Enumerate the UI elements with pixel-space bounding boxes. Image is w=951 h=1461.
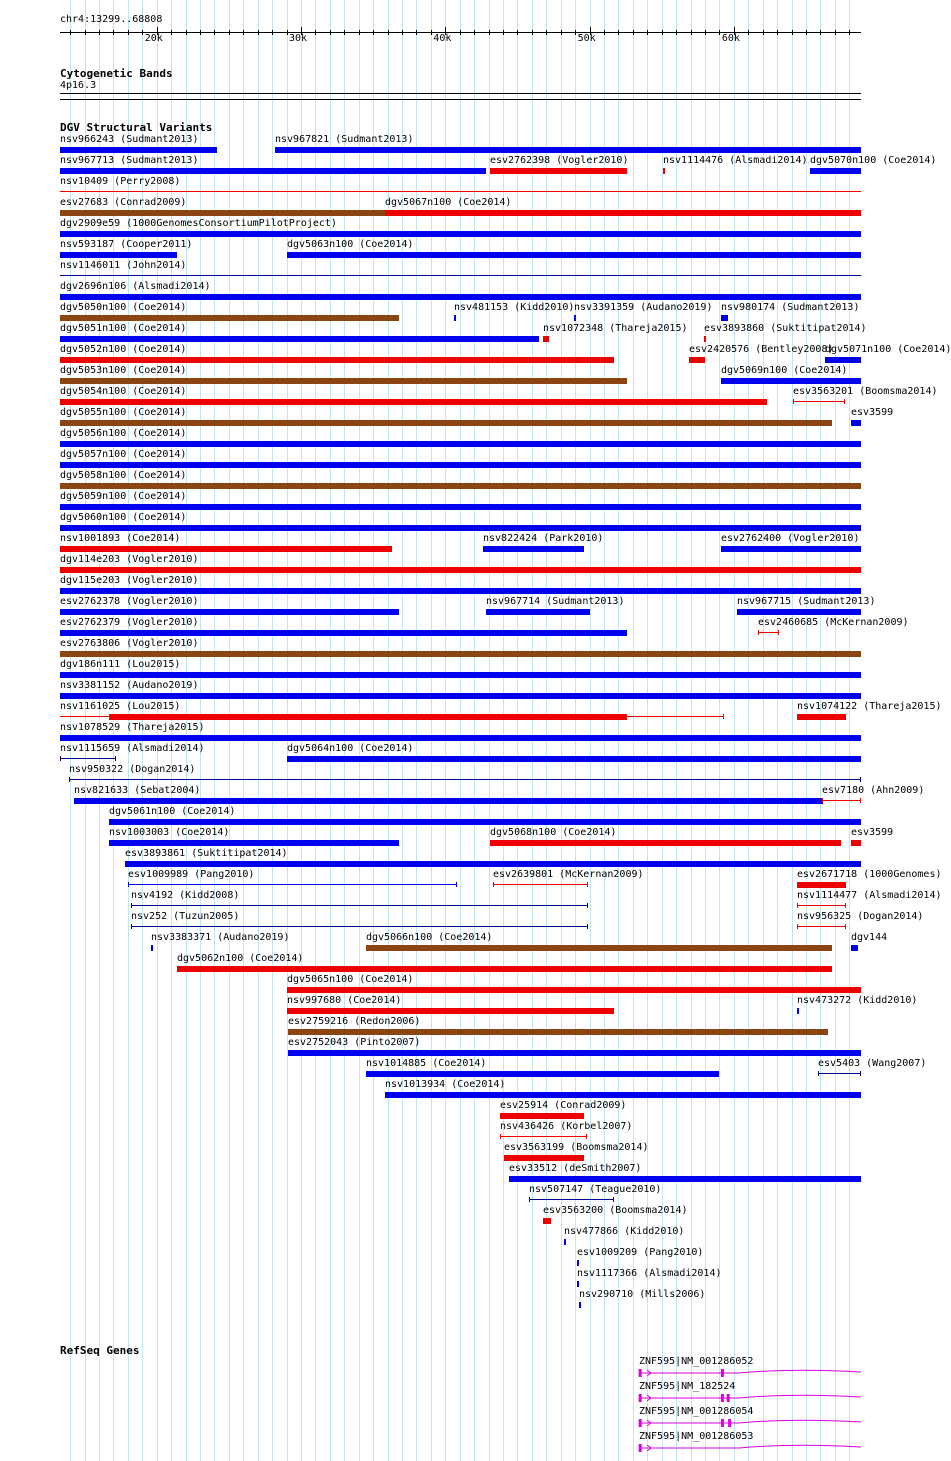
ruler-tick-label: 30k bbox=[288, 33, 308, 44]
variant-end-cap bbox=[860, 777, 861, 782]
variant-end-cap bbox=[131, 924, 132, 929]
variant-bar[interactable] bbox=[825, 357, 861, 363]
variant-bar[interactable] bbox=[60, 147, 217, 153]
variant-bar[interactable] bbox=[60, 735, 861, 741]
variant-bar[interactable] bbox=[287, 252, 861, 258]
variant-bar[interactable] bbox=[288, 1029, 828, 1035]
variant-line[interactable] bbox=[60, 275, 861, 276]
variant-label[interactable]: nsv481153 (Kidd2010) bbox=[454, 302, 575, 313]
variant-label[interactable]: nsv252 (Tuzun2005) bbox=[131, 911, 240, 922]
variant-label[interactable]: dgv5054n100 (Coe2014) bbox=[60, 386, 187, 397]
variant-line[interactable] bbox=[818, 1073, 861, 1074]
variant-bar[interactable] bbox=[60, 504, 861, 510]
variant-bar[interactable] bbox=[60, 336, 539, 342]
variant-label[interactable]: nsv956325 (Dogan2014) bbox=[797, 911, 924, 922]
variant-bar[interactable] bbox=[721, 378, 861, 384]
variant-line[interactable] bbox=[60, 191, 861, 192]
variant-line[interactable] bbox=[131, 926, 588, 927]
gene-intron bbox=[639, 1420, 861, 1423]
variant-label[interactable]: nsv436426 (Korbel2007) bbox=[500, 1121, 633, 1132]
variant-label[interactable]: dgv2909e59 (1000GenomesConsortiumPilotProject) bbox=[60, 218, 337, 229]
ruler-tick-label: 40k bbox=[433, 33, 452, 44]
variant-end-cap bbox=[860, 1071, 861, 1076]
gene-exon bbox=[721, 1369, 724, 1377]
variant-label[interactable]: dgv5061n100 (Coe2014) bbox=[109, 806, 236, 817]
variant-bar[interactable] bbox=[60, 252, 177, 258]
variant-label[interactable]: nsv1117366 (Alsmadi2014) bbox=[577, 1268, 722, 1279]
variant-end-cap bbox=[587, 882, 588, 887]
variant-bar[interactable] bbox=[797, 882, 846, 888]
variant-bar[interactable] bbox=[275, 147, 861, 153]
variant-end-cap bbox=[860, 798, 861, 803]
variant-label[interactable]: nsv1161025 (Lou2015) bbox=[60, 701, 181, 712]
variant-label[interactable]: esv27683 (Conrad2009) bbox=[60, 197, 187, 208]
variant-bar[interactable] bbox=[60, 630, 627, 636]
variant-end-cap bbox=[845, 903, 846, 908]
variant-end-cap bbox=[758, 630, 759, 635]
variant-line[interactable] bbox=[793, 401, 845, 402]
variant-label[interactable]: nsv3381152 (Audano2019) bbox=[60, 680, 199, 691]
variant-line[interactable] bbox=[500, 1136, 587, 1137]
variant-label[interactable]: dgv114e203 (Vogler2010) bbox=[60, 554, 199, 565]
variant-label[interactable]: dgv5065n100 (Coe2014) bbox=[287, 974, 414, 985]
variant-bar[interactable] bbox=[366, 945, 832, 951]
gene-model[interactable] bbox=[639, 1392, 863, 1404]
variant-label[interactable]: nsv1014885 (Coe2014) bbox=[366, 1058, 487, 1069]
variant-label[interactable]: dgv5053n100 (Coe2014) bbox=[60, 365, 187, 376]
variant-line[interactable] bbox=[797, 926, 846, 927]
variant-bar[interactable] bbox=[60, 420, 832, 426]
gene-exon bbox=[727, 1394, 730, 1402]
variant-label[interactable]: nsv980174 (Sudmant2013) bbox=[721, 302, 860, 313]
gene-exon bbox=[639, 1444, 642, 1452]
variant-bar[interactable] bbox=[60, 357, 614, 363]
variant-line[interactable] bbox=[822, 800, 861, 801]
variant-label[interactable]: dgv5058n100 (Coe2014) bbox=[60, 470, 187, 481]
variant-label[interactable]: esv33512 (deSmith2007) bbox=[509, 1163, 642, 1174]
variant-bar[interactable] bbox=[486, 609, 590, 615]
variant-end-cap bbox=[128, 882, 129, 887]
variant-label[interactable]: esv2762378 (Vogler2010) bbox=[60, 596, 199, 607]
gene-label[interactable]: ZNF595|NM_001286052 bbox=[639, 1356, 754, 1367]
variant-line[interactable] bbox=[758, 632, 779, 633]
variant-bar[interactable] bbox=[60, 315, 399, 321]
variant-label[interactable]: nsv290710 (Mills2006) bbox=[579, 1289, 706, 1300]
variant-end-cap bbox=[844, 399, 845, 404]
refseq-track-title: RefSeq Genes bbox=[60, 1344, 140, 1357]
variant-label[interactable]: nsv967713 (Sudmant2013) bbox=[60, 155, 199, 166]
variant-label[interactable]: nsv821633 (Sebat2004) bbox=[74, 785, 201, 796]
variant-label[interactable]: esv1009209 (Pang2010) bbox=[577, 1247, 704, 1258]
cytoband-label[interactable]: 4p16.3 bbox=[60, 80, 97, 91]
variant-bar[interactable] bbox=[663, 168, 665, 174]
gene-label[interactable]: ZNF595|NM_001286054 bbox=[639, 1406, 754, 1417]
variant-label[interactable]: nsv1115659 (Alsmadi2014) bbox=[60, 743, 205, 754]
variant-label[interactable]: nsv1114476 (Alsmadi2014) bbox=[663, 155, 808, 166]
variant-end-cap bbox=[793, 399, 794, 404]
variant-bar[interactable] bbox=[721, 546, 861, 552]
variant-end-cap bbox=[845, 924, 846, 929]
variant-bar[interactable] bbox=[151, 945, 153, 951]
region-label: chr4:13299..68808 bbox=[60, 14, 163, 25]
variant-label[interactable]: esv5403 (Wang2007) bbox=[818, 1058, 927, 1069]
variant-end-cap bbox=[822, 798, 823, 803]
variant-bar[interactable] bbox=[689, 357, 705, 363]
variant-label[interactable]: nsv593187 (Cooper2011) bbox=[60, 239, 193, 250]
variant-label[interactable]: dgv5055n100 (Coe2014) bbox=[60, 407, 187, 418]
variant-label[interactable]: esv2752043 (Pinto2007) bbox=[288, 1037, 421, 1048]
variant-label[interactable]: dgv5062n100 (Coe2014) bbox=[177, 953, 304, 964]
variant-bar[interactable] bbox=[490, 168, 627, 174]
gene-model[interactable] bbox=[639, 1417, 863, 1429]
variant-bar[interactable] bbox=[60, 546, 392, 552]
variant-line[interactable] bbox=[797, 905, 846, 906]
variant-end-cap bbox=[778, 630, 779, 635]
variant-bar[interactable] bbox=[490, 840, 841, 846]
variant-label[interactable]: nsv473272 (Kidd2010) bbox=[797, 995, 918, 1006]
variant-label[interactable]: dgv5059n100 (Coe2014) bbox=[60, 491, 187, 502]
variant-label[interactable]: dgv5063n100 (Coe2014) bbox=[287, 239, 414, 250]
variant-end-cap bbox=[723, 714, 724, 719]
variant-end-cap bbox=[69, 777, 70, 782]
variant-bar[interactable] bbox=[74, 798, 823, 804]
variant-label[interactable]: nsv3391359 (Audano2019) bbox=[574, 302, 713, 313]
variant-bar[interactable] bbox=[704, 336, 706, 342]
variant-bar[interactable] bbox=[366, 1071, 719, 1077]
variant-label[interactable]: dgv5064n100 (Coe2014) bbox=[287, 743, 414, 754]
variant-bar[interactable] bbox=[287, 756, 861, 762]
variant-bar[interactable] bbox=[288, 1050, 861, 1056]
variant-bar[interactable] bbox=[810, 168, 861, 174]
variant-label[interactable]: esv2762379 (Vogler2010) bbox=[60, 617, 199, 628]
gene-exon bbox=[639, 1419, 642, 1427]
ruler-tick-label: 60k bbox=[721, 33, 740, 44]
variant-end-cap bbox=[586, 1134, 587, 1139]
variant-label[interactable]: dgv5056n100 (Coe2014) bbox=[60, 428, 187, 439]
variant-label[interactable]: dgv5051n100 (Coe2014) bbox=[60, 323, 187, 334]
variant-end-cap bbox=[493, 882, 494, 887]
variant-label[interactable]: nsv4192 (Kidd2008) bbox=[131, 890, 240, 901]
variant-end-cap bbox=[115, 756, 116, 761]
gene-model[interactable] bbox=[639, 1367, 863, 1379]
variant-bar[interactable] bbox=[574, 315, 576, 321]
variant-label[interactable]: nsv1114477 (Alsmadi2014) bbox=[797, 890, 942, 901]
variant-label[interactable]: esv3599 bbox=[851, 407, 894, 418]
variant-bar[interactable] bbox=[60, 378, 627, 384]
variant-bar[interactable] bbox=[109, 714, 627, 720]
variant-label[interactable]: esv3893861 (Suktitipat2014) bbox=[125, 848, 288, 859]
variant-label[interactable]: esv7180 (Ahn2009) bbox=[822, 785, 925, 796]
variant-bar[interactable] bbox=[543, 1218, 551, 1224]
gene-label[interactable]: ZNF595|NM_182524 bbox=[639, 1381, 736, 1392]
variant-bar[interactable] bbox=[287, 1008, 614, 1014]
variant-line[interactable] bbox=[131, 905, 588, 906]
gene-label[interactable]: ZNF595|NM_001286053 bbox=[639, 1431, 754, 1442]
variant-line[interactable] bbox=[128, 884, 457, 885]
variant-label[interactable]: dgv5050n100 (Coe2014) bbox=[60, 302, 187, 313]
variant-label[interactable]: dgv5071n100 (Coe2014) bbox=[825, 344, 951, 355]
gene-model[interactable] bbox=[639, 1442, 863, 1454]
variant-bar[interactable] bbox=[60, 462, 861, 468]
variant-label[interactable]: nsv967714 (Sudmant2013) bbox=[486, 596, 625, 607]
variant-bar[interactable] bbox=[60, 483, 861, 489]
variant-line[interactable] bbox=[69, 779, 861, 780]
variant-label[interactable]: dgv5057n100 (Coe2014) bbox=[60, 449, 187, 460]
variant-bar[interactable] bbox=[60, 588, 861, 594]
variant-bar[interactable] bbox=[385, 210, 861, 216]
variant-bar[interactable] bbox=[564, 1239, 566, 1245]
variant-bar[interactable] bbox=[287, 987, 861, 993]
variant-line[interactable] bbox=[60, 758, 116, 759]
variant-label[interactable]: dgv5052n100 (Coe2014) bbox=[60, 344, 187, 355]
variant-end-cap bbox=[587, 924, 588, 929]
variant-bar[interactable] bbox=[797, 1008, 799, 1014]
variant-label[interactable]: dgv115e203 (Vogler2010) bbox=[60, 575, 199, 586]
variant-bar[interactable] bbox=[851, 420, 861, 426]
variant-label[interactable]: nsv950322 (Dogan2014) bbox=[69, 764, 196, 775]
variant-label[interactable]: dgv186n111 (Lou2015) bbox=[60, 659, 181, 670]
variant-bar[interactable] bbox=[797, 714, 846, 720]
variant-bar[interactable] bbox=[60, 210, 385, 216]
variant-label[interactable]: esv2759216 (Redon2006) bbox=[288, 1016, 421, 1027]
variant-end-cap bbox=[797, 924, 798, 929]
variant-label[interactable]: esv2420576 (Bentley2008) bbox=[689, 344, 834, 355]
variant-bar[interactable] bbox=[577, 1260, 579, 1266]
variant-label[interactable]: esv3893860 (Suktitipat2014) bbox=[704, 323, 867, 334]
variant-label[interactable]: esv2762398 (Vogler2010) bbox=[490, 155, 629, 166]
variant-label[interactable]: dgv5067n100 (Coe2014) bbox=[385, 197, 512, 208]
variant-label[interactable]: esv3563200 (Boomsma2014) bbox=[543, 1205, 688, 1216]
variant-label[interactable]: esv2460685 (McKernan2009) bbox=[758, 617, 909, 628]
cytoband-track-title: Cytogenetic Bands bbox=[60, 67, 173, 80]
gene-intron bbox=[639, 1395, 861, 1398]
variant-bar[interactable] bbox=[60, 567, 861, 573]
variant-label[interactable]: nsv1146011 (John2014) bbox=[60, 260, 187, 271]
variant-bar[interactable] bbox=[177, 966, 832, 972]
variant-bar[interactable] bbox=[543, 336, 549, 342]
variant-bar[interactable] bbox=[454, 315, 456, 321]
variant-label[interactable]: nsv507147 (Teague2010) bbox=[529, 1184, 662, 1195]
variant-line[interactable] bbox=[529, 1199, 614, 1200]
variant-bar[interactable] bbox=[851, 840, 861, 846]
gene-intron bbox=[639, 1445, 861, 1448]
variant-label[interactable]: esv25914 (Conrad2009) bbox=[500, 1100, 627, 1111]
variant-bar[interactable] bbox=[60, 609, 399, 615]
variant-label[interactable]: esv2639801 (McKernan2009) bbox=[493, 869, 644, 880]
variant-bar[interactable] bbox=[579, 1302, 581, 1308]
variant-label[interactable]: nsv1074122 (Thareja2015) bbox=[797, 701, 942, 712]
variant-label[interactable]: dgv5060n100 (Coe2014) bbox=[60, 512, 187, 523]
variant-bar[interactable] bbox=[500, 1113, 584, 1119]
variant-label[interactable]: nsv822424 (Park2010) bbox=[483, 533, 604, 544]
gene-exon bbox=[639, 1394, 642, 1402]
variant-bar[interactable] bbox=[109, 819, 861, 825]
variant-label[interactable]: nsv10409 (Perry2008) bbox=[60, 176, 181, 187]
variant-end-cap bbox=[587, 903, 588, 908]
variant-bar[interactable] bbox=[60, 672, 861, 678]
variant-bar[interactable] bbox=[737, 609, 861, 615]
variant-label[interactable]: nsv997680 (Coe2014) bbox=[287, 995, 402, 1006]
variant-label[interactable]: nsv477866 (Kidd2010) bbox=[564, 1226, 685, 1237]
gene-exon bbox=[721, 1419, 724, 1427]
variant-bar[interactable] bbox=[851, 945, 858, 951]
variant-bar[interactable] bbox=[60, 651, 861, 657]
variant-bar[interactable] bbox=[577, 1281, 579, 1287]
variant-bar[interactable] bbox=[60, 441, 861, 447]
variant-end-cap bbox=[529, 1197, 530, 1202]
variant-bar[interactable] bbox=[721, 315, 728, 321]
variant-bar[interactable] bbox=[125, 861, 861, 867]
gene-exon bbox=[721, 1394, 724, 1402]
variant-label[interactable]: nsv1072348 (Thareja2015) bbox=[543, 323, 688, 334]
variant-label[interactable]: nsv966243 (Sudmant2013) bbox=[60, 134, 199, 145]
variant-bar[interactable] bbox=[60, 525, 861, 531]
variant-end-cap bbox=[797, 903, 798, 908]
variant-label[interactable]: esv3599 bbox=[851, 827, 894, 838]
variant-label[interactable]: nsv967715 (Sudmant2013) bbox=[737, 596, 876, 607]
variant-bar[interactable] bbox=[385, 1092, 861, 1098]
variant-line[interactable] bbox=[493, 884, 588, 885]
gene-exon bbox=[728, 1419, 731, 1427]
variant-end-cap bbox=[613, 1197, 614, 1202]
variant-end-cap bbox=[456, 882, 457, 887]
variant-label[interactable]: nsv1003003 (Coe2014) bbox=[109, 827, 230, 838]
variant-end-cap bbox=[818, 1071, 819, 1076]
variant-label[interactable]: dgv5069n100 (Coe2014) bbox=[721, 365, 848, 376]
variant-label[interactable]: esv2671718 (1000Genomes) bbox=[797, 869, 942, 880]
variant-bar[interactable] bbox=[483, 546, 584, 552]
variant-bar[interactable] bbox=[60, 168, 486, 174]
variant-label[interactable]: esv2763806 (Vogler2010) bbox=[60, 638, 199, 649]
variant-end-cap bbox=[500, 1134, 501, 1139]
variant-label[interactable]: dgv144 bbox=[851, 932, 888, 943]
variant-label[interactable]: nsv3383371 (Audano2019) bbox=[151, 932, 290, 943]
variant-bar[interactable] bbox=[60, 399, 767, 405]
variant-end-cap bbox=[131, 903, 132, 908]
variant-end-cap bbox=[60, 756, 61, 761]
variant-bar[interactable] bbox=[504, 1155, 584, 1161]
variant-label[interactable]: nsv1001893 (Coe2014) bbox=[60, 533, 181, 544]
variant-label[interactable]: dgv5070n100 (Coe2014) bbox=[810, 155, 937, 166]
gene-exon bbox=[639, 1369, 642, 1377]
variant-bar[interactable] bbox=[60, 693, 861, 699]
variant-label[interactable]: esv1009989 (Pang2010) bbox=[128, 869, 255, 880]
ruler-tick-label: 50k bbox=[577, 33, 596, 44]
dgv-track-title: DGV Structural Variants bbox=[60, 121, 213, 134]
ruler-tick-label: 20k bbox=[144, 33, 163, 44]
variant-label[interactable]: nsv1013934 (Coe2014) bbox=[385, 1079, 506, 1090]
variant-label[interactable]: dgv5066n100 (Coe2014) bbox=[366, 932, 493, 943]
variant-label[interactable]: dgv5068n100 (Coe2014) bbox=[490, 827, 617, 838]
variant-label[interactable]: nsv967821 (Sudmant2013) bbox=[275, 134, 414, 145]
variant-label[interactable]: esv3563199 (Boomsma2014) bbox=[504, 1142, 649, 1153]
variant-label[interactable]: esv3563201 (Boomsma2014) bbox=[793, 386, 938, 397]
variant-label[interactable]: esv2762400 (Vogler2010) bbox=[721, 533, 860, 544]
variant-bar[interactable] bbox=[60, 231, 861, 237]
variant-label[interactable]: dgv2696n106 (Alsmadi2014) bbox=[60, 281, 211, 292]
variant-bar[interactable] bbox=[109, 840, 399, 846]
variant-bar[interactable] bbox=[509, 1176, 861, 1182]
variant-bar[interactable] bbox=[60, 294, 861, 300]
gene-intron bbox=[639, 1370, 861, 1373]
variant-label[interactable]: nsv1078529 (Thareja2015) bbox=[60, 722, 205, 733]
